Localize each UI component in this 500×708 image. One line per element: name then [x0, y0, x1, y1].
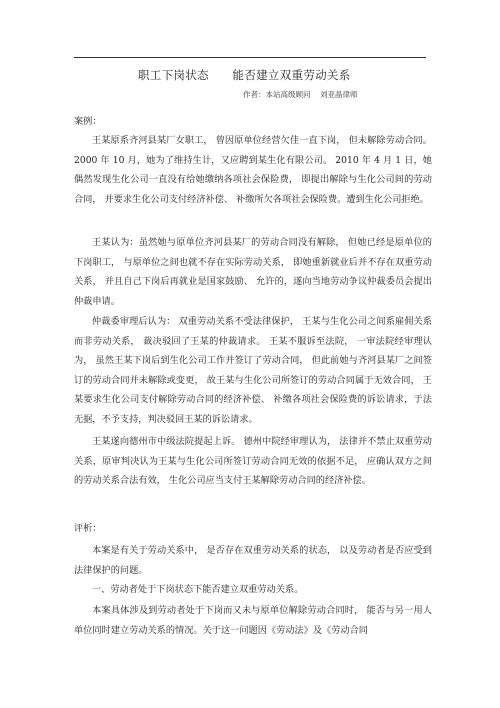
paragraph-text: 仲裁委审理后认为： 双重劳动关系不受法律保护， 王某与生化公司之间系雇佣关系而非劳动关系， 裁决驳回了王某的仲裁请求。 王某不服诉至法院， 一审法院经审理认为， 虽然王某下岗后到生化公司工作并签订了劳动合同， 但此前她与齐河县某厂之间签订的劳动合同并未解除或变更， 故王某与生化公司所签订的劳动合同属于无效合同， 王某要求生化公司支付解除劳动合同的经济补偿、 补缴各项社会保险费的诉讼请求，于法无据，不予支持，判决驳回王某的诉讼请求。	[74, 316, 432, 425]
case-paragraph-4	[74, 432, 432, 491]
paragraph-text: 本案是有关于劳动关系中， 是否存在双重劳动关系的状态， 以及劳动者是否应受到法律保护的问题。	[74, 545, 432, 576]
section-body	[74, 601, 432, 640]
article-author: 作者：本站高级顾问 刘亚晶律师	[243, 90, 358, 99]
header-rule	[74, 57, 426, 58]
section-heading-text: 一、劳动者处于下岗状态下能否建立双重劳动关系。	[92, 584, 304, 595]
paragraph-text: 王某原系齐河县某厂女职工， 曾因原单位经营欠佳一直下岗， 但未解除劳动合同。 2000 年 10 月，她为了维持生计，又应聘到某生化有限公司。 2010 年 4 月 1 日，她偶然发现生化公司一直没有给她缴纳各项社会保险费， 即提出解除与生化公司间的劳动合同， 并要求生化公司支付经济补偿、 补缴所欠各项社会保险费。遭到生化公司拒绝。	[74, 135, 432, 205]
review-label: 评析：	[74, 523, 102, 534]
case-paragraph-2	[74, 233, 432, 311]
section-heading	[74, 580, 432, 600]
paragraph-text: 王某遂向德州市中级法院提起上诉。 德州中院经审理认为， 法律并不禁止双重劳动关系，原审判决认为王某与生化公司所签订劳动合同无效的依据不足， 应确认双方之间的劳动关系合法有效， 生化公司应当支付王某解除劳动合同的经济补偿。	[74, 436, 432, 486]
case-paragraph-1	[74, 131, 432, 209]
review-intro	[74, 541, 432, 580]
paragraph-text: 王某认为：虽然她与原单位齐河县某厂的劳动合同没有解除， 但她已经是原单位的下岗职工， 与原单位之间也就不存在实际劳动关系， 即她重新就业后并不存在双重劳动关系， 并且自己下岗后再就业是国家鼓励、 允许的，遂向当地劳动争议仲裁委员会提出仲裁申请。	[74, 237, 432, 307]
article-title: 职工下岗状态 能否建立双重劳动关系	[138, 68, 351, 82]
paragraph-text: 本案具体涉及到劳动者处于下岗而又未与原单位解除劳动合同时， 能否与另一用人单位同时建立劳动关系的情况。关于这一问题因《劳动法》及《劳动合同	[74, 605, 432, 636]
case-paragraph-3	[74, 312, 432, 429]
case-label: 案例：	[74, 116, 102, 127]
